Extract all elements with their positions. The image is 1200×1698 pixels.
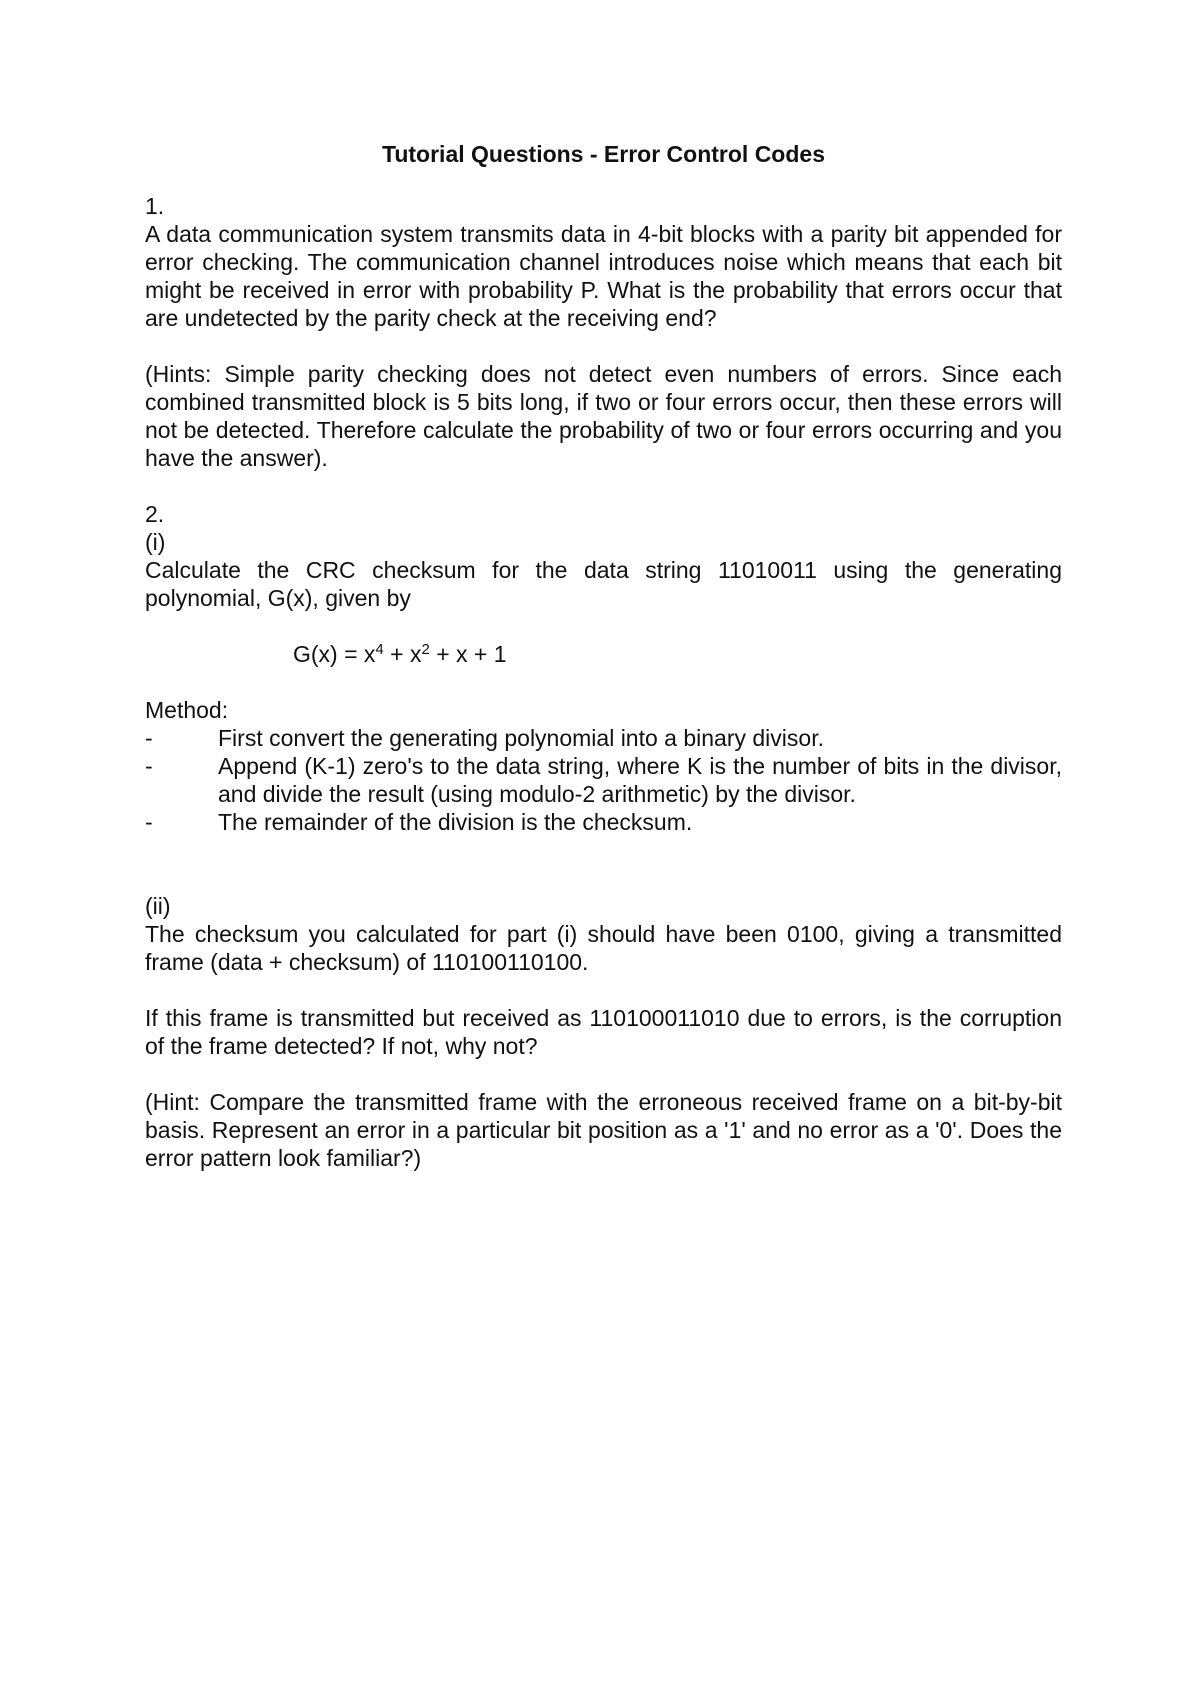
method-dash: - (145, 725, 153, 751)
question-2-part-ii-text: The checksum you calculated for part (i) should have been 0100, giving a transmitted frame (data + checksum) of 110100110100. (145, 921, 1062, 975)
method-item-text: The remainder of the division is the checksum. (218, 809, 693, 835)
question-1-number: 1. (145, 193, 165, 219)
method-list (145, 724, 1062, 836)
formula-exponent-1: 4 (375, 641, 384, 658)
question-2-part-i-text: Calculate the CRC checksum for the data string 11010011 using the generating polynomial, G(x), given by (145, 557, 1062, 611)
formula-prefix: G(x) = x (293, 641, 376, 667)
method-item (145, 752, 1062, 808)
document-title: Tutorial Questions - Error Control Codes (382, 141, 825, 167)
method-dash: - (145, 753, 153, 779)
method-item-text: Append (K-1) zero's to the data string, where K is the number of bits in the divisor, and divide the result (using modulo-2 arithmetic) by the divisor. (218, 753, 1062, 807)
method-item-text: First convert the generating polynomial into a binary divisor. (218, 725, 824, 751)
question-1-text: A data communication system transmits data in 4-bit blocks with a parity bit appended for error checking. The communication channel introduces noise which means that each bit might be received in error with probability P. What is the probability that errors occur that are undetected by the parity check at the receiving end? (145, 221, 1062, 331)
method-label: Method: (145, 697, 229, 723)
question-2-part-ii-label: (ii) (145, 893, 171, 919)
method-item (145, 724, 1062, 752)
question-2-part-ii-hint: (Hint: Compare the transmitted frame with the erroneous received frame on a bit-by-bit basis. Represent an error in a particular bit position as a '1' and no error as a '0'. Does the error pattern look familiar?) (145, 1089, 1062, 1171)
formula-middle: + x (383, 641, 422, 667)
document-page (145, 140, 1062, 1172)
question-2-part-i-label: (i) (145, 529, 166, 555)
formula-exponent-2: 2 (421, 641, 430, 658)
formula-suffix: + x + 1 (429, 641, 507, 667)
question-1-hint: (Hints: Simple parity checking does not detect even numbers of errors. Since each combined transmitted block is 5 bits long, if two or four errors occur, then these errors will not be detected. Therefore calculate the probability of two or four errors occurring and you have the answer). (145, 361, 1062, 471)
method-dash: - (145, 809, 153, 835)
method-item (145, 808, 1062, 836)
question-2-part-ii-question: If this frame is transmitted but received as 110100011010 due to errors, is the corruption of the frame detected? If not, why not? (145, 1005, 1062, 1059)
question-2-number: 2. (145, 501, 165, 527)
generator-polynomial-formula (145, 640, 1062, 668)
